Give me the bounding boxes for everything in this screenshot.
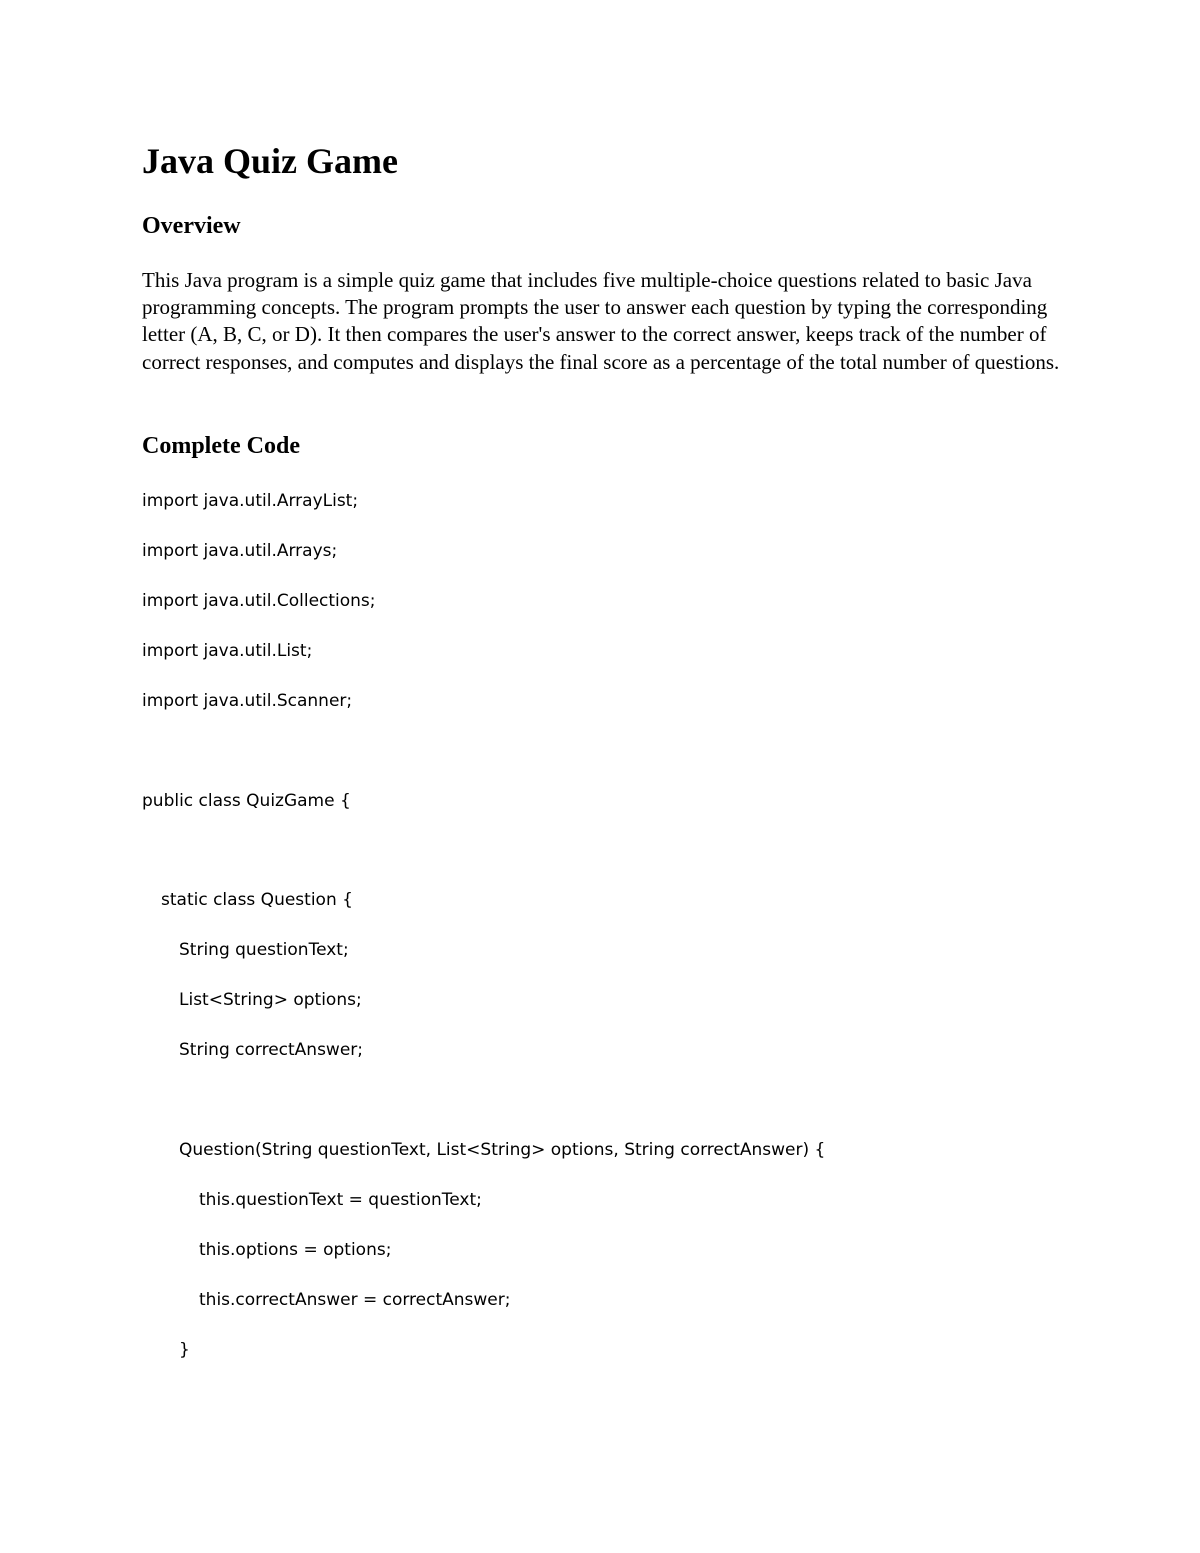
overview-heading: Overview xyxy=(142,213,241,239)
code-line-assign-options: this.options = options; xyxy=(199,1240,392,1260)
code-line-import-scanner: import java.util.Scanner; xyxy=(142,691,353,711)
code-line-import-collections: import java.util.Collections; xyxy=(142,591,376,611)
code-line-assign-correct-answer: this.correctAnswer = correctAnswer; xyxy=(199,1290,511,1310)
code-line-assign-question-text: this.questionText = questionText; xyxy=(199,1190,482,1210)
code-line-constructor-signature: Question(String questionText, List<String> options, String correctAnswer) { xyxy=(179,1140,826,1160)
document-title: Java Quiz Game xyxy=(142,141,398,181)
code-line-class-declaration: public class QuizGame { xyxy=(142,791,351,811)
code-line-inner-class-declaration: static class Question { xyxy=(161,890,353,910)
code-line-import-list: import java.util.List; xyxy=(142,641,313,661)
code-line-closing-brace: } xyxy=(179,1340,190,1360)
code-line-field-options: List<String> options; xyxy=(179,990,362,1010)
code-line-field-question-text: String questionText; xyxy=(179,940,349,960)
code-line-import-arraylist: import java.util.ArrayList; xyxy=(142,491,359,511)
code-line-field-correct-answer: String correctAnswer; xyxy=(179,1040,364,1060)
code-line-import-arrays: import java.util.Arrays; xyxy=(142,541,338,561)
complete-code-heading: Complete Code xyxy=(142,433,300,459)
overview-paragraph: This Java program is a simple quiz game that includes five multiple-choice questions related to basic Java programming concepts. The program prompts the user to answer each question by typing the corresponding letter (A, B, C, or D). It then compares the user's answer to the correct answer, keeps track of the number of correct responses, and computes and displays the final score as a percentage of the total number of questions. xyxy=(142,268,1060,374)
